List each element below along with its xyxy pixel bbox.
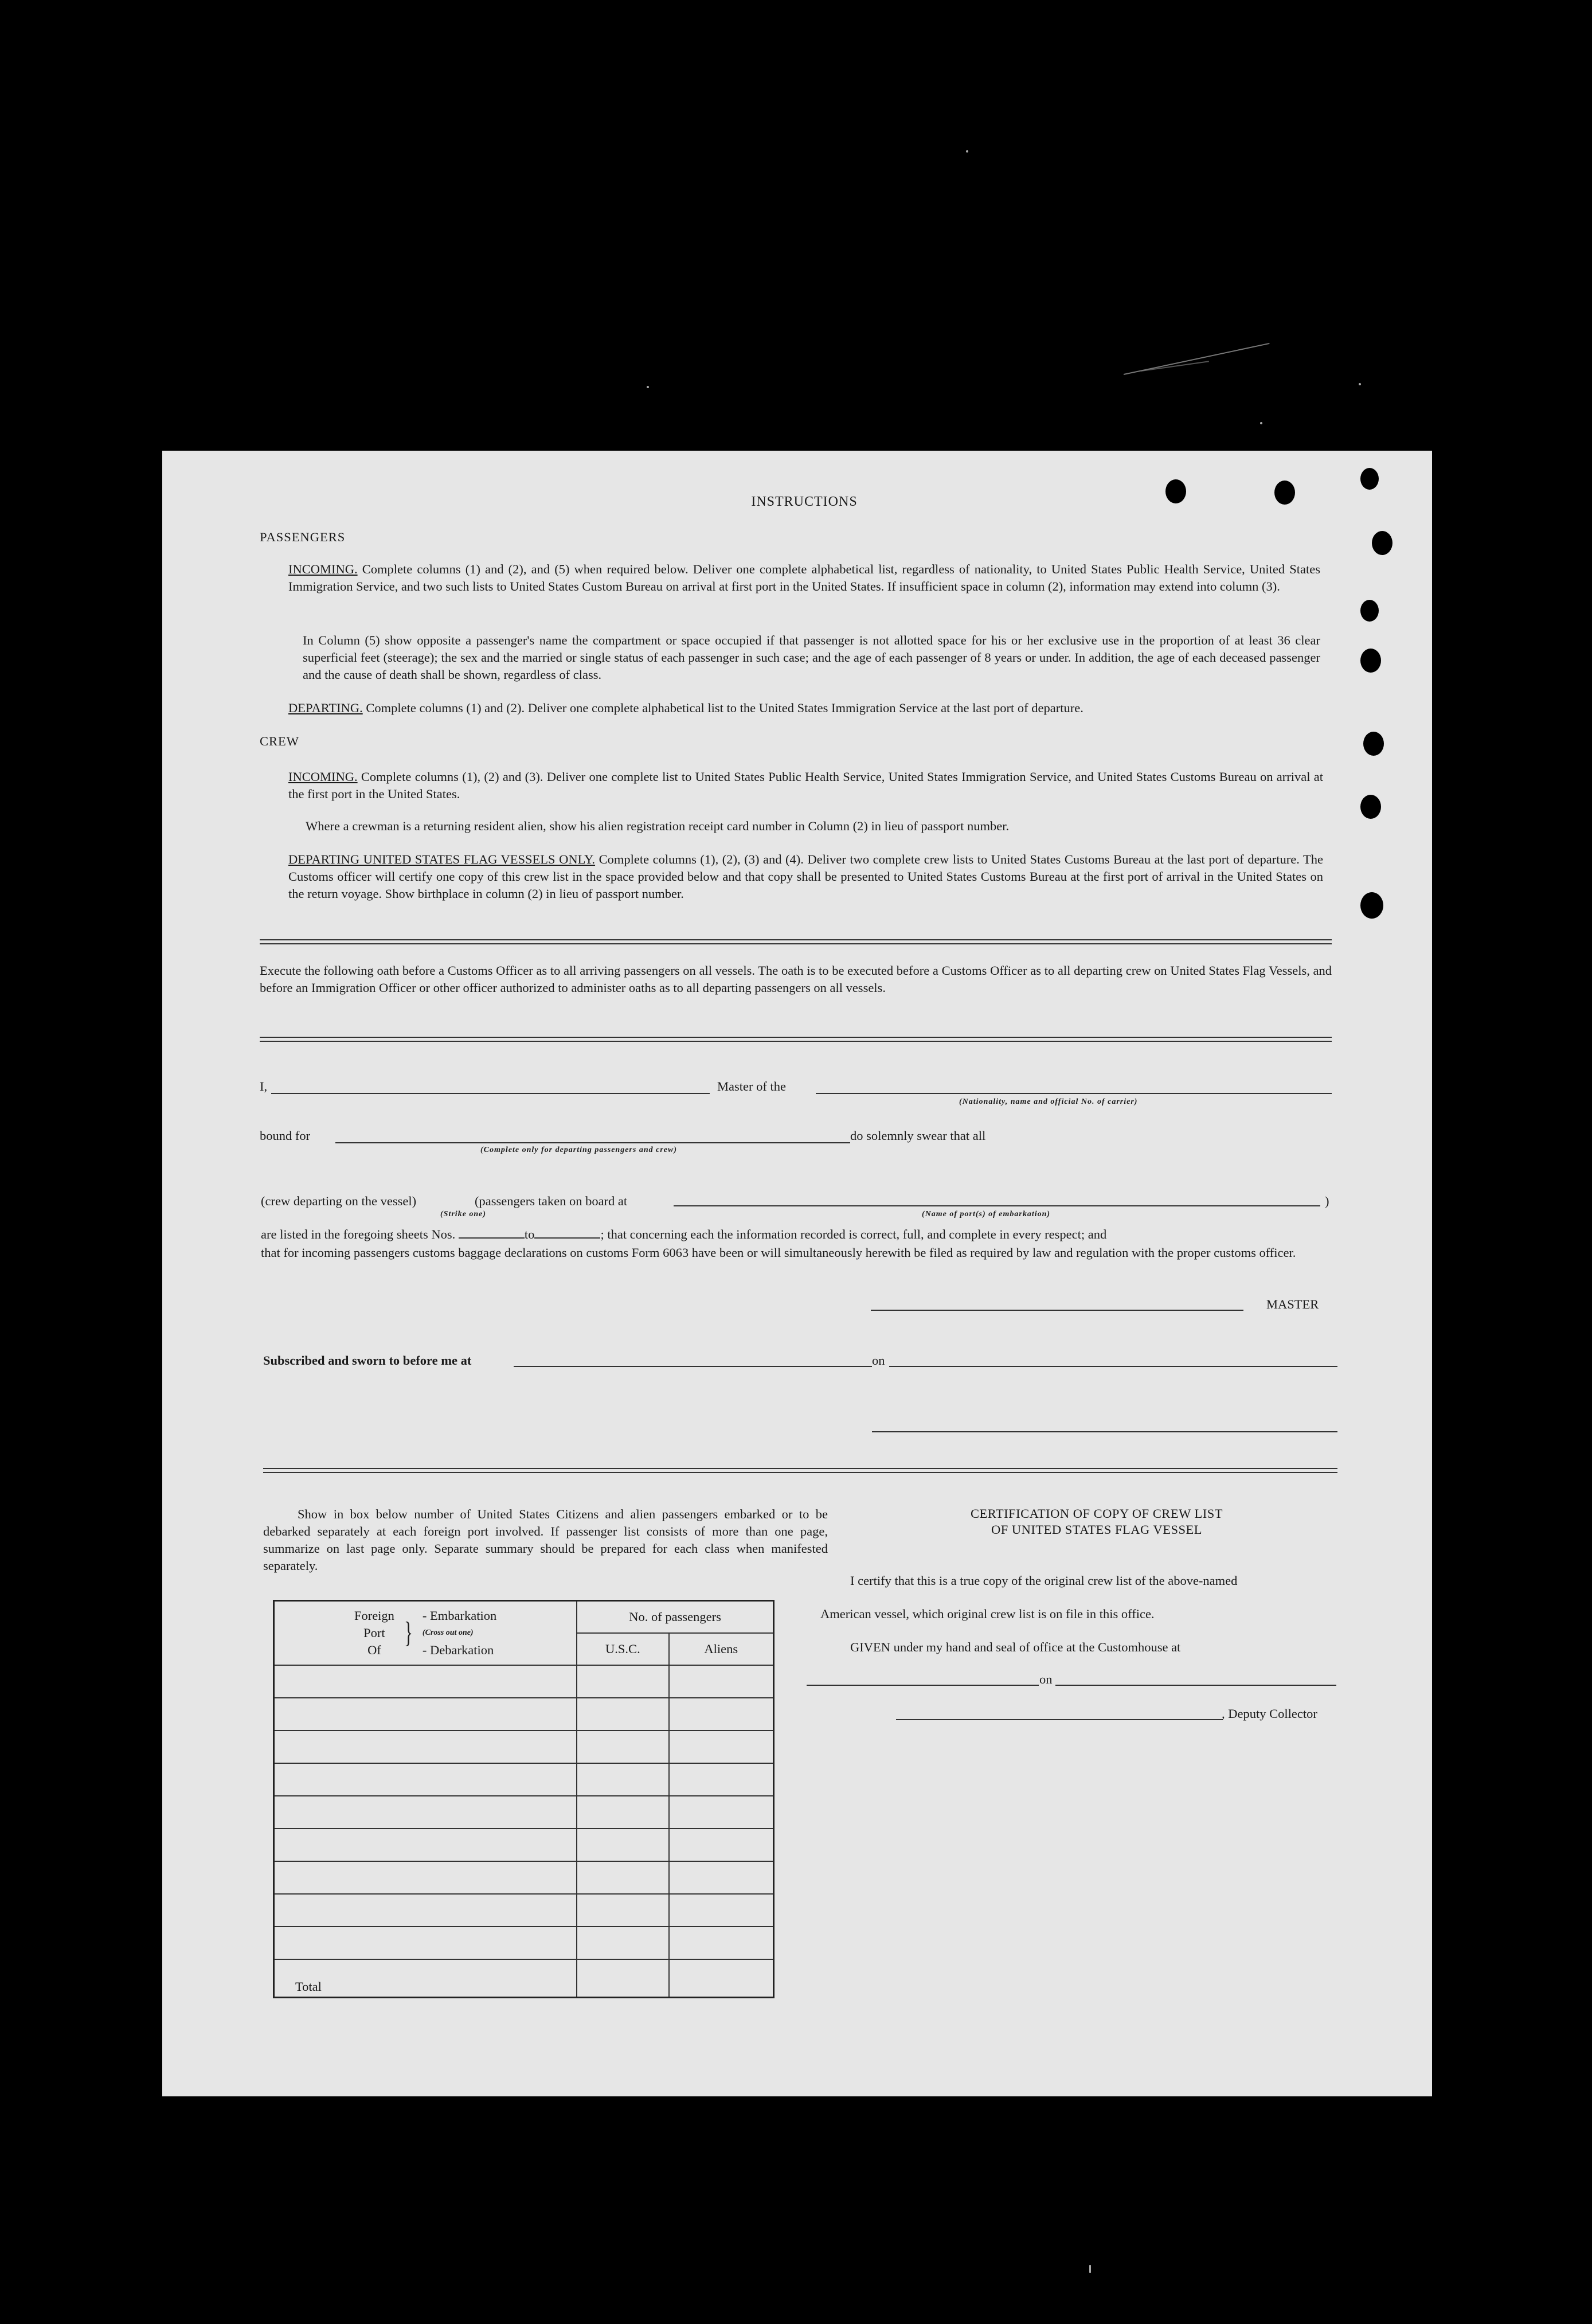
port-cell[interactable] xyxy=(274,1763,577,1796)
given-text: GIVEN under my hand and seal of office at the Customhouse at xyxy=(850,1640,1181,1654)
aliens-cell[interactable] xyxy=(669,1894,774,1927)
deputy-signature-field[interactable] xyxy=(896,1719,1223,1720)
aliens-cell[interactable] xyxy=(669,1665,774,1698)
passengers-departing-paragraph xyxy=(288,700,1323,717)
table-row xyxy=(274,1731,774,1763)
master-of-label: Master of the xyxy=(717,1079,786,1093)
passengers-taken-option: (passengers taken on board at xyxy=(475,1194,628,1208)
passengers-incoming-text: Complete columns (1) and (2), and (5) when required below. Deliver one complete alphabetical list, regardless of nationality, to United States Public Health Service, United States Immigration Service, and two such lists to United States Custom Bureau on arrival at first port in the United States. If insufficient space in column (2), information may extend into column (3). xyxy=(288,562,1321,593)
aliens-cell[interactable] xyxy=(669,1763,774,1796)
summary-intro: Show in box below number of United States Citizens and alien passengers embarked or to be debarked separately at each foreign port involved. If passenger list consists of more than one page, summarize on last page only. Separate summary should be prepared for each class when manifested separately. xyxy=(263,1507,828,1573)
crew-departing-label: DEPARTING UNITED STATES FLAG VESSELS ONLY. xyxy=(288,852,596,866)
customhouse-field[interactable] xyxy=(807,1685,1039,1686)
master-name-field[interactable] xyxy=(271,1093,710,1094)
carrier-field[interactable] xyxy=(816,1093,1332,1094)
port-cell[interactable] xyxy=(274,1894,577,1927)
table-row xyxy=(274,1861,774,1894)
master-label: MASTER xyxy=(1266,1297,1319,1311)
certification-title-line2: OF UNITED STATES FLAG VESSEL xyxy=(991,1522,1203,1537)
master-signature-field[interactable] xyxy=(871,1310,1243,1311)
usc-header: U.S.C. xyxy=(577,1633,668,1665)
usc-cell[interactable] xyxy=(577,1927,668,1959)
passengers-incoming-paragraph xyxy=(288,561,1320,595)
table-row xyxy=(274,1829,774,1861)
table-row xyxy=(274,1665,774,1698)
usc-cell[interactable] xyxy=(577,1763,668,1796)
speck xyxy=(1359,383,1361,385)
table-row xyxy=(274,1927,774,1959)
given-on-label: on xyxy=(1039,1672,1053,1686)
no-passengers-header: No. of passengers xyxy=(577,1601,773,1634)
aliens-total-cell[interactable] xyxy=(669,1959,774,1998)
cross-out-hint: (Cross out one) xyxy=(422,1628,474,1637)
certify-text: I certify that this is a true copy of the original crew list of the above-named xyxy=(850,1573,1238,1588)
usc-cell[interactable] xyxy=(577,1665,668,1698)
aliens-cell[interactable] xyxy=(669,1927,774,1959)
punch-hole xyxy=(1372,531,1392,555)
crew-incoming-paragraph xyxy=(288,768,1323,803)
sheet-to-field[interactable] xyxy=(534,1227,600,1239)
passengers-departing-text: Complete columns (1) and (2). Deliver one complete alphabetical list to the United States Immigration Service at the last port of departure. xyxy=(366,701,1084,715)
table-row xyxy=(274,1894,774,1927)
crew-departing-text: Complete columns (1), (2), (3) and (4). Deliver two complete crew lists to United States Customs Bureau at the last port of departure. The Customs officer will certify one copy of this crew list in the space provided below and that copy shall be presented to United States Customs Bureau at the first port of arrival in the United States on the return voyage. Show birthplace in column (2) in lieu of passport number. xyxy=(288,852,1323,901)
port-header xyxy=(274,1601,577,1666)
subscribed-on-label: on xyxy=(872,1353,885,1368)
aliens-header: Aliens xyxy=(669,1633,774,1665)
close-paren: ) xyxy=(1325,1194,1329,1208)
passengers-incoming-label: INCOMING. xyxy=(288,562,358,576)
aliens-cell[interactable] xyxy=(669,1861,774,1894)
carrier-hint: (Nationality, name and official No. of carrier) xyxy=(959,1097,1138,1106)
passengers-heading: PASSENGERS xyxy=(260,530,346,544)
divider xyxy=(260,1037,1332,1042)
crew-incoming-label: INCOMING. xyxy=(288,770,358,784)
total-label-cell xyxy=(274,1959,577,1998)
officer-signature-field[interactable] xyxy=(872,1431,1337,1432)
usc-cell[interactable] xyxy=(577,1698,668,1731)
page-title: INSTRUCTIONS xyxy=(751,494,858,509)
deputy-collector-label: , Deputy Collector xyxy=(1222,1706,1317,1721)
port-cell[interactable] xyxy=(274,1927,577,1959)
subscribed-place-field[interactable] xyxy=(514,1366,872,1367)
crew-resident-paragraph: Where a crewman is a returning resident alien, show his alien registration receipt card number in Column (2) in lieu of passport number. xyxy=(306,819,1010,833)
foreign-label: Foreign xyxy=(354,1608,394,1623)
swear-label: do solemnly swear that all xyxy=(850,1128,986,1143)
total-label: Total xyxy=(295,1979,322,1994)
crew-incoming-text: Complete columns (1), (2) and (3). Deliver one complete list to United States Public Health Service, United States Immigration Service, and United States Customs Bureau on arrival at the first port in the United States. xyxy=(288,770,1324,801)
speck xyxy=(1089,2265,1091,2273)
oath-i-label: I, xyxy=(260,1079,268,1093)
column5-paragraph: In Column (5) show opposite a passenger's name the compartment or space occupied if that passenger is not allotted space for his or her exclusive use in the proportion of at least 36 clear superficial feet (steerage); the sex and the married or single status of each passenger in such case; and the age of each passenger of 8 years or under. In addition, the age of each deceased passenger and the cause of death shall be shown, regardless of class. xyxy=(303,633,1320,682)
port-hint: (Name of port(s) of embarkation) xyxy=(922,1210,1051,1218)
port-cell[interactable] xyxy=(274,1665,577,1698)
sheets-to: to xyxy=(524,1227,535,1241)
crew-departing-option: (crew departing on the vessel) xyxy=(261,1194,417,1208)
port-cell[interactable] xyxy=(274,1698,577,1731)
port-cell[interactable] xyxy=(274,1861,577,1894)
usc-cell[interactable] xyxy=(577,1796,668,1829)
of-label: Of xyxy=(367,1643,381,1657)
sheets-prefix: are listed in the foregoing sheets Nos. xyxy=(261,1227,456,1241)
sheets-suffix: ; that concerning each the information recorded is correct, full, and complete in every respect; and xyxy=(600,1227,1107,1241)
form-page xyxy=(162,451,1432,2096)
sheet-from-field[interactable] xyxy=(459,1227,525,1239)
divider xyxy=(260,939,1332,944)
table-row xyxy=(274,1698,774,1731)
aliens-cell[interactable] xyxy=(669,1731,774,1763)
given-date-field[interactable] xyxy=(1055,1685,1336,1686)
crew-heading: CREW xyxy=(260,734,299,748)
embarkation-label: - Embarkation xyxy=(422,1608,497,1623)
port-label: Port xyxy=(363,1626,385,1640)
certification-title-line1: CERTIFICATION OF COPY OF CREW LIST xyxy=(970,1506,1223,1521)
punch-hole xyxy=(1363,732,1384,756)
subscribed-label: Subscribed and sworn to before me at xyxy=(263,1353,472,1368)
baggage-text: that for incoming passengers customs baggage declarations on customs Form 6063 have been or will simultaneously herewith be filed as required by law and regulation with the proper customs officer. xyxy=(261,1245,1296,1260)
bound-for-hint: (Complete only for departing passengers and crew) xyxy=(480,1146,677,1154)
port-cell[interactable] xyxy=(274,1829,577,1861)
aliens-cell[interactable] xyxy=(669,1796,774,1829)
total-row xyxy=(274,1959,774,1998)
port-cell[interactable] xyxy=(274,1796,577,1829)
punch-hole xyxy=(1360,649,1381,673)
usc-cell[interactable] xyxy=(577,1829,668,1861)
sheets-line xyxy=(261,1227,1333,1242)
usc-cell[interactable] xyxy=(577,1861,668,1894)
table-row xyxy=(274,1796,774,1829)
bound-for-field[interactable] xyxy=(335,1142,850,1143)
speck xyxy=(966,150,968,153)
american-vessel-text: American vessel, which original crew list is on file in this office. xyxy=(820,1607,1155,1621)
usc-cell[interactable] xyxy=(577,1894,668,1927)
punch-hole xyxy=(1360,795,1381,819)
speck xyxy=(1260,422,1262,424)
crew-departing-paragraph xyxy=(288,851,1323,903)
punch-hole xyxy=(1360,468,1379,490)
aliens-cell[interactable] xyxy=(669,1829,774,1861)
brace-icon: } xyxy=(404,1616,413,1649)
divider xyxy=(263,1468,1337,1473)
embarkation-port-field[interactable] xyxy=(674,1205,1320,1206)
punch-hole xyxy=(1360,892,1383,919)
oath-intro: Execute the following oath before a Customs Officer as to all arriving passengers on all vessels. The oath is to be executed before a Customs Officer as to all departing crew on United States Flag Vessels, and before an Immigration Officer or other officer authorized to administer oaths as to all departing passengers on all vessels. xyxy=(260,963,1332,995)
table-row xyxy=(274,1763,774,1796)
usc-cell[interactable] xyxy=(577,1731,668,1763)
aliens-cell[interactable] xyxy=(669,1698,774,1731)
speck xyxy=(647,386,649,388)
passengers-departing-label: DEPARTING. xyxy=(288,701,363,715)
punch-hole xyxy=(1360,600,1379,622)
debarkation-label: - Debarkation xyxy=(422,1643,494,1657)
passenger-summary-table xyxy=(273,1600,775,1998)
bound-for-label: bound for xyxy=(260,1128,311,1143)
strike-hint: (Strike one) xyxy=(440,1210,487,1218)
usc-total-cell[interactable] xyxy=(577,1959,668,1998)
certification-title xyxy=(873,1506,1320,1538)
port-cell[interactable] xyxy=(274,1731,577,1763)
subscribed-date-field[interactable] xyxy=(889,1366,1337,1367)
